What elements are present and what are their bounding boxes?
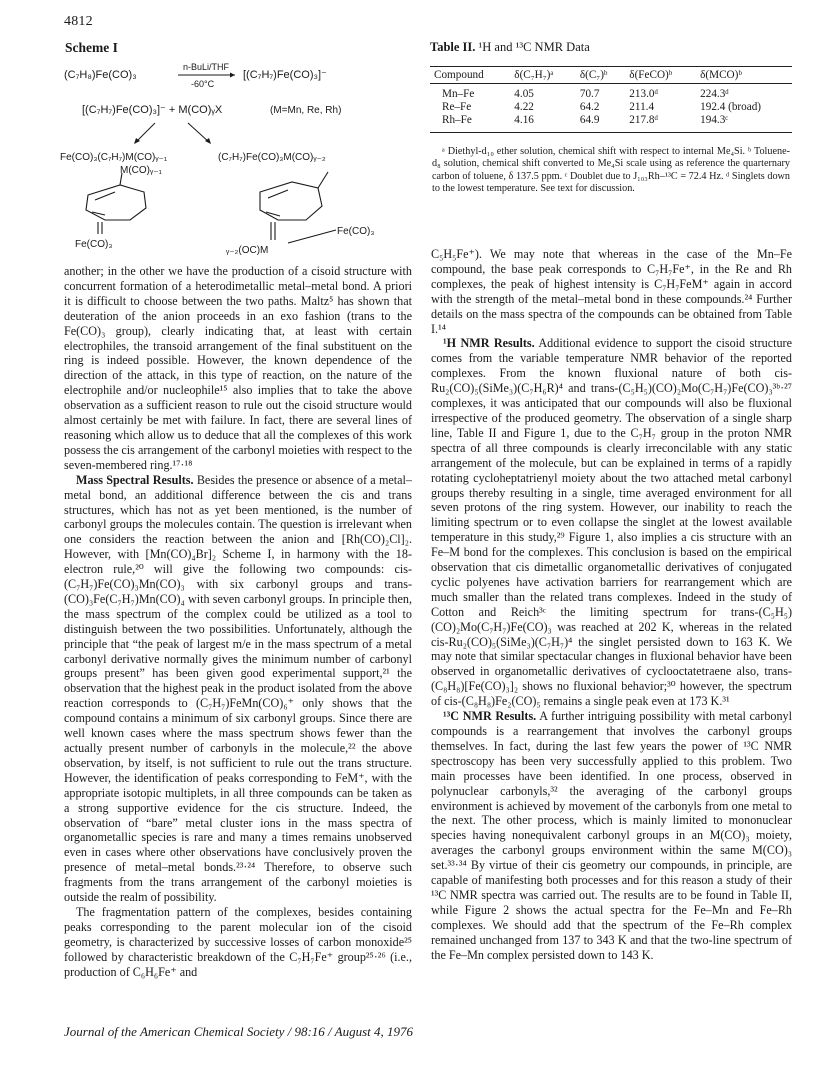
table-header-cell: Compound [430, 67, 510, 84]
nmr-data-table [430, 66, 792, 133]
paragraph: C₅H₅Fe⁺). We may note that whereas in the case of the Mn–Fe compound, the base peak corresponds to C₇H₇Fe⁺, in the Re and Rh complexes, the peak of highest intensity is C₇H₇FeM⁺ again in accord with the strength of the metal–metal bond in these compounds.²⁴ Further details on the mass spectra of the compounds can be obtained from Table I.¹⁴ [431, 247, 792, 336]
paragraph-text: Additional evidence to support the cisoid structure comes from the variable temperature NMR behavior of the reported complexes. From the known fluxional nature of both cis-Ru₂(CO)₅(SiMe₃)(C₇H₆R)⁴ and trans-(C₅H₅)(CO)₂Mo(C₇H₇)Fe(CO)₃³ᵇ·²⁷ complexes, it was anticipated that our compounds will also be fluxional irrespective of the produced geometry. The observation of a single sharp line, Table II and Figure 1, due to the C₇H₇ group in the proton NMR spectra of all three compounds is clearly irreconcilable with any static arrangement of the molecule, but can be explained in terms of a rapidly rotating cycloheptatrienyl moiety about the two attached metal carbonyl groups thereby resulting in a single, time averaged environment for all seven protons of the ring system. However, our inability to reach the limiting spectrum or to even collapse the singlet at the lowest available temperature in this study,²⁹ Figure 1, also implies a cis structure with an Fe–M bond for the complexes. This conclusion is based on the empirical observation that cis dimetallic organometallic derivatives of conjugated cyclic polyenes have activation barriers for rearrangement which are much smaller than the related trans complexes. Indeed in the study of Cotton and Reich³ᶜ the limiting spectrum for trans-(C₅H₅)(CO)₂Mo(C₇H₇)Fe(CO)₃ was reached at 202 K, whereas in the related cis-Ru₂(CO)₅(SiMe₃)(C₇H₇)⁴ the singlet persisted down to 163 K. We may note that similar spectacular changes in fluxional behavior have been observed in organometallic derivatives of cyclooctatetraene also, trans-(C₈H₈)[Fe(CO)₃]₂ shows no fluxional behavior;³⁰ however, the spectrum of cis-(C₈H₈)Fe₂(CO)₅ remains a single peak even at 173 K.³¹ [431, 336, 792, 709]
section-heading: Mass Spectral Results. [76, 472, 194, 487]
scheme-reagent-top: n-BuLi/THF [183, 62, 230, 72]
table-footnotes [432, 146, 790, 196]
table-cell: 70.7 [579, 88, 600, 100]
paragraph: another; in the other we have the production of a cisoid structure with concurrent formation of a heterodimetallic metal–metal bond. A priori it is difficult to choose between the two paths. Maltz⁵ has shown that deuteration of the anion proceeds in an exo fashion (trans to the Fe(CO)₃ group), clearly indicating that, at least with certain electrophiles, the transoid arrangement of the final substituent on the ring is indeed possible. However, the known dependence of the direction of the attack, in this type of reaction, on the nature of the electrophile and/or nucleophile¹⁵ also implies that to take the above observation as a sufficient reason to rule out the cisoid structure would almost certainly be met with failure. In fact, there are several lines of reasoning which allow us to deduce that all the complexes of this work possess the cis arrangement of the carbonyl moieties with respect to the seven-membered ring.¹⁷·¹⁸ [64, 264, 412, 472]
paragraph-text: Besides the presence or absence of a metal–metal bond, an additional difference between the cis and trans structures, which has not as yet been mentioned, is the number of carbonyl groups the molecules contain. The question is irrelevant when one considers the reaction between the anion and [Rh(CO)₂Cl]₂. However, with [Mn(CO)₄Br]₂ Scheme I, in harmony with the 18-electron rule,²⁰ will give the following two compounds: cis-(C₇H₇)Fe(CO)₃Mn(CO)₃ with six carbonyl groups and trans-(CO)₃Fe(C₇H₇)Mn(CO)₄ with seven carbonyl groups. In principle then, the mass spectrum of the complex could be utilized as a tool to distinguish between the two possibilities. Unfortunately, although the principle that “the peak of largest m/e in the mass spectrum of a metal carbonyl derivative normally gives the minimum number of carbonyl groups present” has been given good experimental support,²¹ the observation that the highest peak in the product isolated from the above reaction corresponds to (C₇H₇)FeMn(CO)₆⁺ only shows that the compound contains a minimum of six carbonyl groups. Since there are well known cases where the mass spectrum shows fewer than the actually present number of carbonyls in the molecule,²² the above observation, by itself, is not sufficient to rule out the trans structure. However, the identification of peaks corresponding to FeM⁺, with the appropriate isotopic multiplets, in all three compounds can be taken as a strong supportive evidence for the cis structure. Indeed, the observation of “bare” metal cluster ions in the mass spectra of organometallic species is rare and many a times remains unobserved even in cases where other observations have conclusively proven the presence of metal–metal bonds.²³·²⁴ Therefore, to observe such fragments from the trans arrangement of the carbonyl moieties is outside the realm of possibility. [64, 472, 412, 905]
table-cell: Rh–Fe [430, 114, 510, 132]
table-cell: 194.3ᶜ [696, 114, 792, 132]
paragraph: The fragmentation pattern of the complexes, besides containing peaks corresponding to the parent molecular ion of the cisoid geometry, is characterized by successive losses of carbon monoxide²⁵ followed by characteristic breakdown of the C₇H₇Fe⁺ group²⁵·²⁶ (i.e., production of C₆H₆Fe⁺ and [64, 904, 412, 979]
table-header-cell: δ(FeCO)ᵇ [625, 67, 696, 84]
table-cell: 64.2 [579, 101, 600, 114]
paragraph [431, 709, 792, 962]
page-number: 4812 [64, 14, 93, 29]
reaction-scheme [60, 60, 420, 255]
journal-footer: Journal of the American Chemical Society / 98:16 / August 4, 1976 [64, 1024, 414, 1039]
paragraph [64, 473, 412, 905]
paragraph-text: A further intriguing possibility with metal carbonyl compounds is a rearrangement that involves the carbonyl groups themselves. In fact, during the last few years the power of ¹³C NMR spectroscopy has been very successfully applied to this problem. Two main processes have been identified. In one process, observed in polynuclear carbonyls,³² the averaging of the carbonyl groups environment is achieved by movement of the carbonyls from one metal to the next. The other process, which is mainly limited to mononuclear species having nonequivalent carbonyl groups in an M(CO)₃ moiety, averages the carbonyl groups environment within the same M(CO)₃ set.³³·³⁴ By virtue of their cis geometry our compounds, in principle, are capable of manifesting both processes and for this reason a study of their ¹³C NMR spectra was carried out. The results are to be found in Table II, while Figure 2 shows the actual spectra for the Fe–Mn and Fe–Rh complexes. We should add that the spectrum of the Fe–Rh complex remained unchanged from 137 to 343 K and that the two-line spectrum of the Fe–Mn complex persisted down to 143 K. [431, 709, 792, 962]
table-cell: Re–Fe [442, 101, 472, 114]
scheme-label-fe-right: Fe(CO)₃ [337, 226, 375, 237]
section-heading: ¹³C NMR Results. [443, 709, 537, 724]
table-header-cell: δ(C₇)ᵇ [576, 67, 625, 84]
scheme-reagent-bottom: -60°C [191, 79, 215, 89]
table-cell: Mn–Fe [442, 88, 475, 100]
table-row [430, 101, 792, 114]
table-title-text: ¹H and ¹³C NMR Data [478, 40, 590, 54]
left-column [64, 264, 412, 980]
table-cell: 213.0ᵈ [629, 88, 658, 100]
scheme-label-m-right: ᵧ₋₂(OC)M [226, 245, 269, 255]
table-cell: 4.16 [510, 114, 576, 132]
table-header-cell: δ(C₇H₇)ᵃ [510, 67, 576, 84]
table-title [430, 40, 590, 55]
paragraph [431, 336, 792, 709]
table-cell: 224.3ᵈ [700, 88, 729, 100]
table-footnote-text: ᵃ Diethyl-d₁₀ ether solution, chemical shift with respect to internal Me₄Si. ᵇ Toluene-d₈ solution, chemical shift converted to Me₄Si scale using as reference the quarternary carbon of toluene, δ 137.5 ppm. ᶜ Doublet due to J₁₀₃Rh–¹³C = 72.4 Hz. ᵈ Singlets down to the lowest temperature. See text for discussion. [432, 146, 790, 195]
table-cell: 211.4 [629, 101, 655, 114]
table-row [430, 114, 792, 132]
right-column [431, 247, 792, 963]
table-cell: 4.05 [514, 88, 534, 100]
scheme-title: Scheme I [65, 40, 118, 55]
scheme-second-line: [(C₇H₇)Fe(CO)₃]⁻ + M(CO)ᵧX [82, 104, 223, 116]
scheme-reactant: (C₇H₈)Fe(CO)₃ [64, 69, 137, 81]
scheme-product-cis-line2: M(CO)ᵧ₋₁ [120, 165, 162, 176]
scheme-metals-note: (M=Mn, Re, Rh) [270, 105, 342, 116]
scheme-product-cis: Fe(CO)₃(C₇H₇)M(CO)ᵧ₋₁ [60, 152, 168, 163]
table-cell: 64.9 [576, 114, 625, 132]
table-row [430, 84, 792, 102]
table-cell: 217.8ᵈ [625, 114, 696, 132]
scheme-diagram [60, 60, 420, 255]
table-cell: 192.4 (broad) [700, 101, 762, 114]
scheme-label-fe-left: Fe(CO)₃ [75, 239, 113, 250]
table-header-row [430, 67, 792, 84]
table-header-cell: δ(MCO)ᵇ [696, 67, 792, 84]
table-cell: 4.22 [514, 101, 534, 114]
table-title-bold: Table II. [430, 40, 476, 54]
scheme-anion: [(C₇H₇)Fe(CO)₃]⁻ [243, 69, 327, 81]
section-heading: ¹H NMR Results. [443, 336, 535, 351]
scheme-product-trans: (C₇H₇)Fe(CO)₃M(CO)ᵧ₋₂ [218, 152, 326, 163]
